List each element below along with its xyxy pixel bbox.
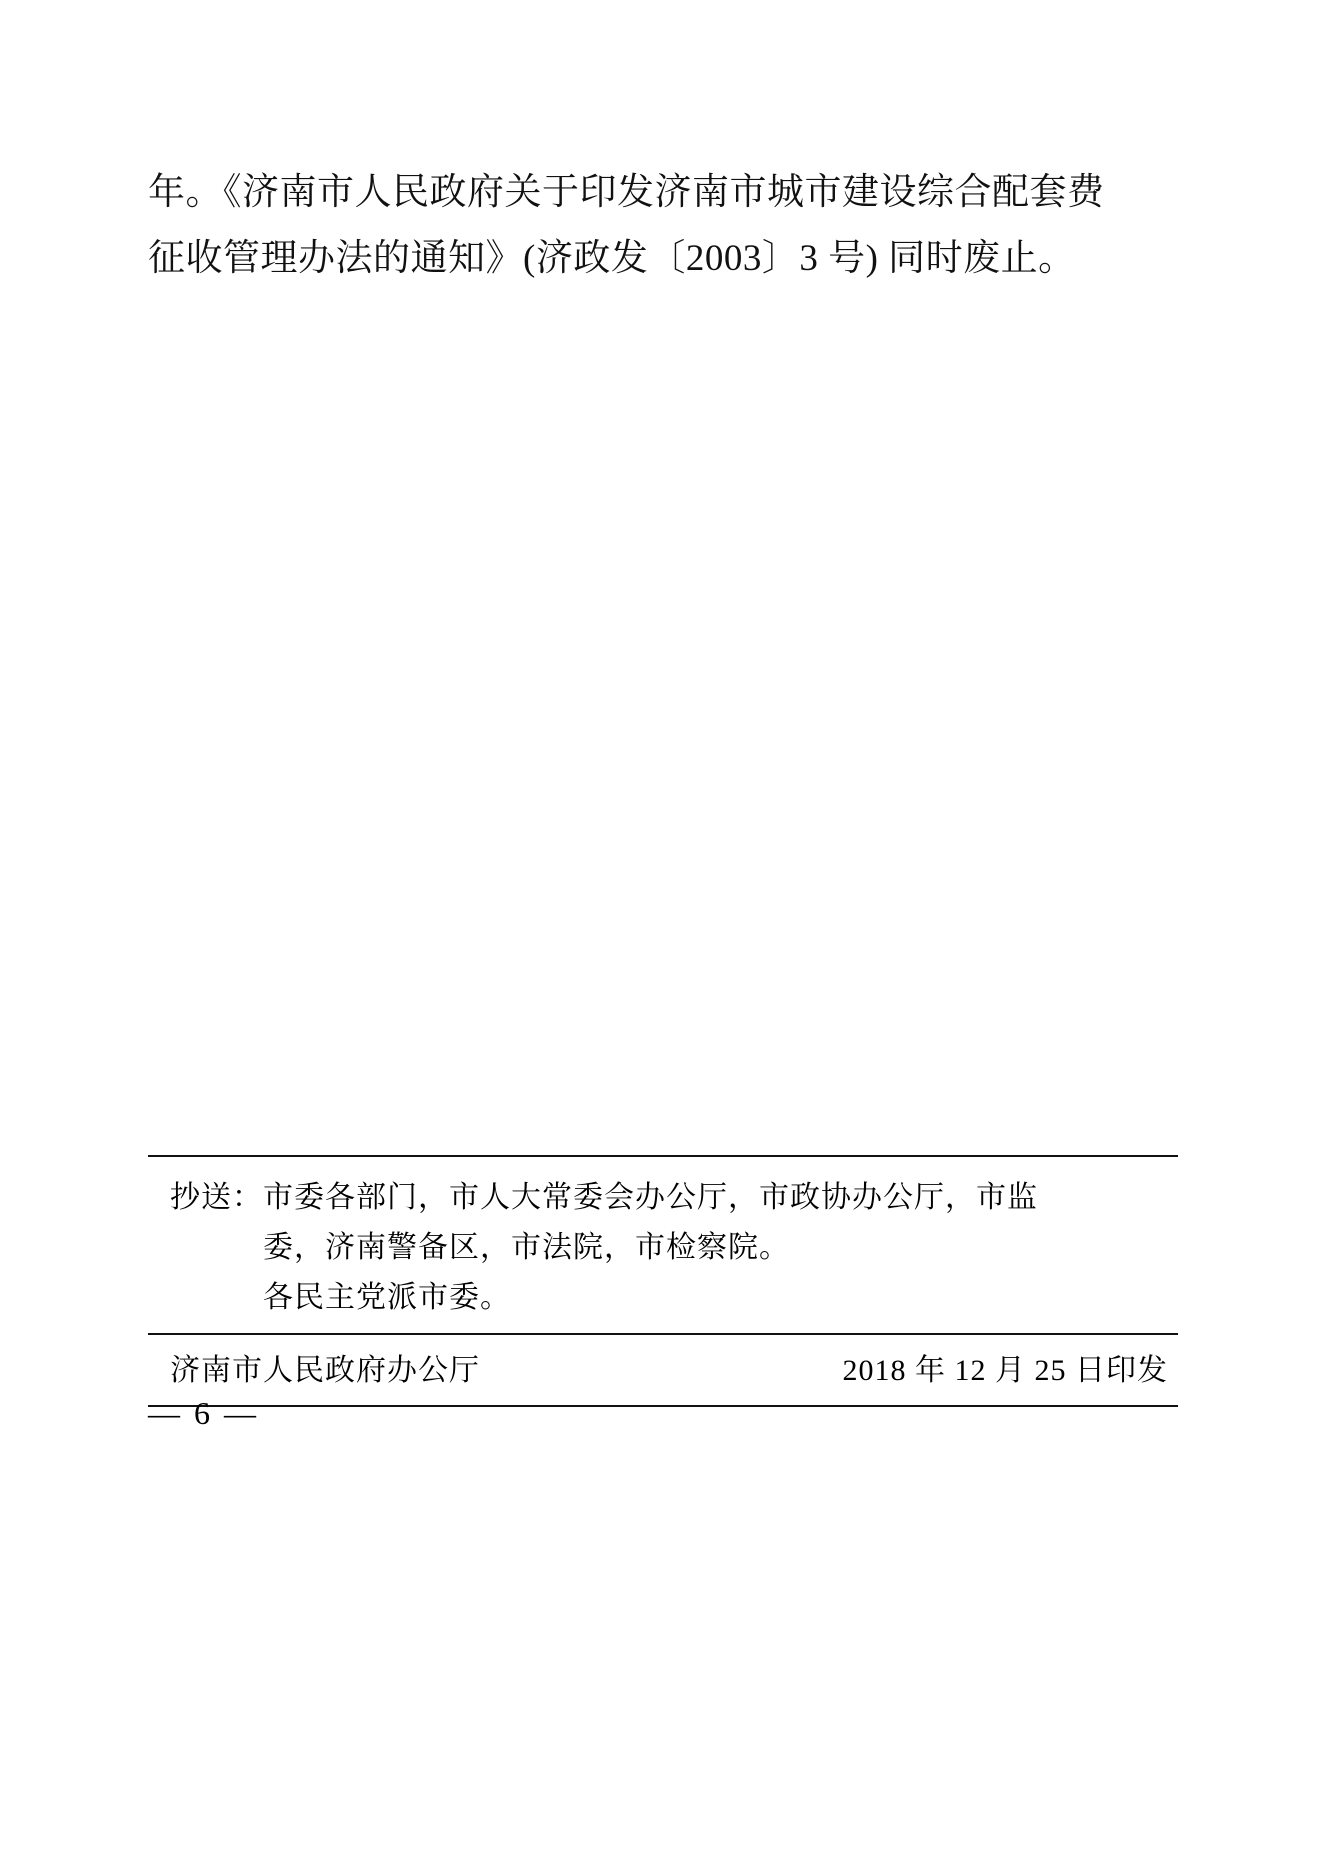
footer-bottom-divider — [148, 1405, 1178, 1407]
body-line: 征收管理办法的通知》(济政发〔2003〕3 号) 同时废止。 — [148, 238, 1076, 279]
issuer-name: 济南市人民政府办公厅 — [170, 1354, 480, 1387]
body-line: 年。《济南市人民政府关于印发济南市城市建设综合配套费 — [148, 172, 1105, 213]
cc-distribution-area — [148, 1157, 1178, 1333]
cc-line: 各民主党派市委。 — [263, 1281, 511, 1314]
cc-third-row — [148, 1273, 1178, 1323]
issue-date: 2018 年 12 月 25 日印发 — [842, 1354, 1168, 1387]
cc-line: 委，济南警备区，市法院，市检察院。 — [263, 1231, 790, 1264]
cc-second-row — [148, 1223, 1178, 1273]
cc-first-row — [148, 1173, 1178, 1223]
cc-label: 抄送： — [170, 1181, 263, 1214]
cc-line: 市委各部门，市人大常委会办公厅，市政协办公厅，市监 — [263, 1181, 1038, 1214]
page-number: — 6 — — [148, 1395, 259, 1431]
body-text-block — [148, 160, 1173, 292]
issuer-row — [148, 1335, 1178, 1405]
document-footer — [148, 1155, 1178, 1407]
